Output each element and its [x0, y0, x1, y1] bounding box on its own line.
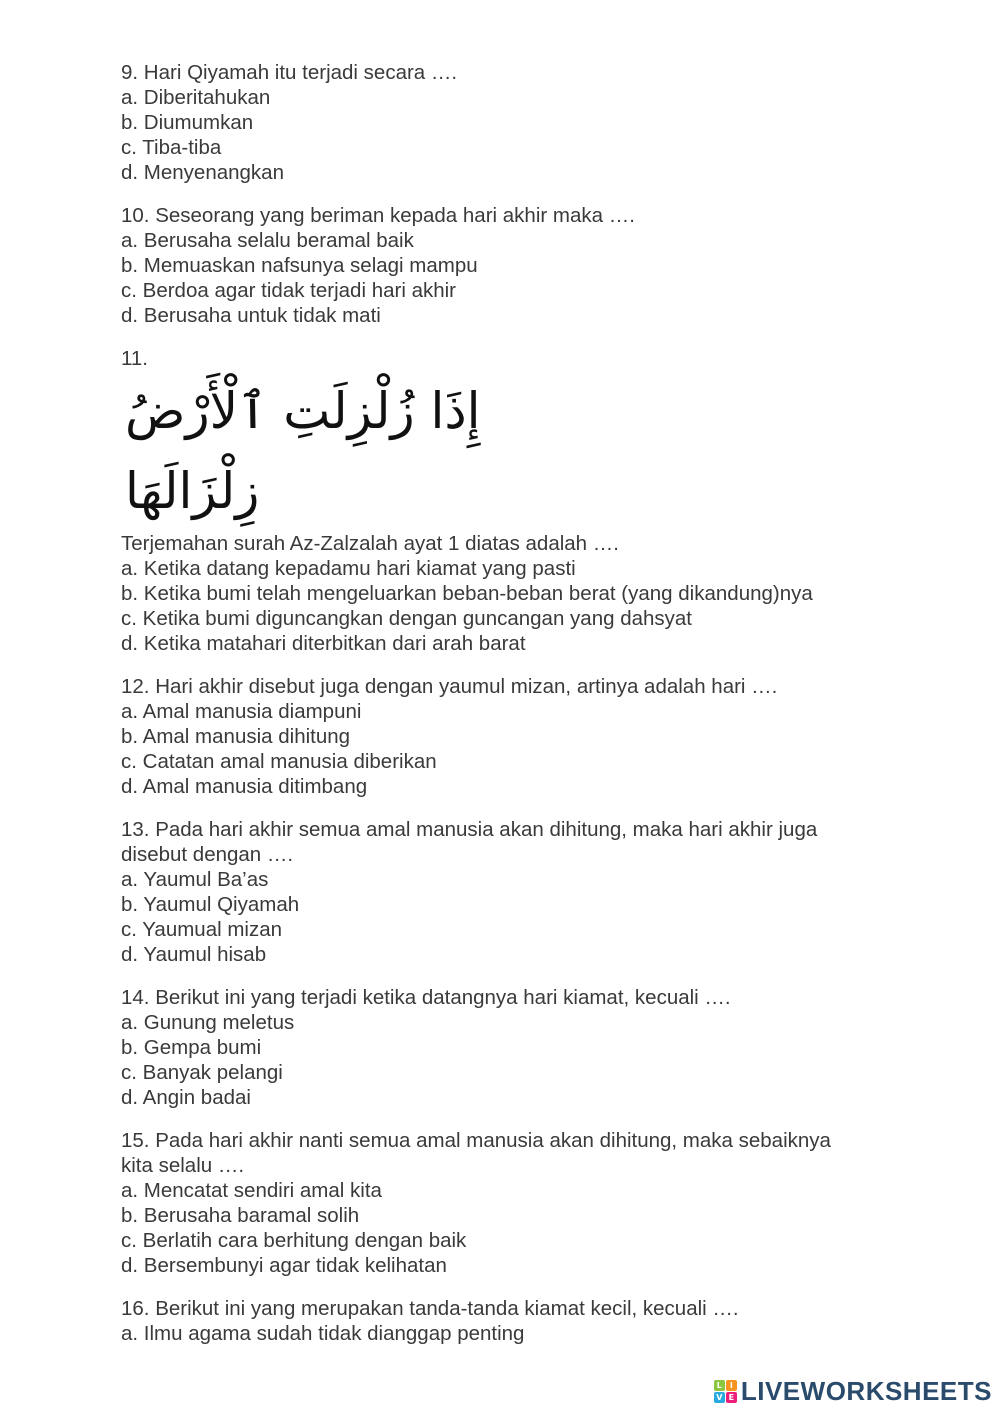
options-list: [121, 85, 901, 185]
option-c[interactable]: c. Banyak pelangi: [121, 1061, 283, 1084]
options-list: [121, 1321, 901, 1346]
option-a[interactable]: a. Ilmu agama sudah tidak dianggap penting: [121, 1322, 525, 1345]
question-12: [121, 674, 901, 799]
worksheet-page: [121, 60, 901, 1364]
question-10: [121, 203, 901, 328]
question-text: 10. Seseorang yang beriman kepada hari akhir maka ….: [121, 204, 635, 227]
options-list: [121, 228, 901, 328]
question-text-line-2: disebut dengan ….: [121, 843, 294, 866]
logo-letter: E: [726, 1392, 737, 1403]
options-list: [121, 867, 901, 967]
question-text: 14. Berikut ini yang terjadi ketika datangnya hari kiamat, kecuali ….: [121, 986, 731, 1009]
question-14: [121, 985, 901, 1110]
question-text: 9. Hari Qiyamah itu terjadi secara ….: [121, 61, 458, 84]
option-a[interactable]: a. Mencatat sendiri amal kita: [121, 1179, 382, 1202]
option-a[interactable]: a. Ketika datang kepadamu hari kiamat yang pasti: [121, 557, 576, 580]
option-d[interactable]: d. Menyenangkan: [121, 161, 284, 184]
option-c[interactable]: c. Yaumual mizan: [121, 918, 283, 941]
option-a[interactable]: a. Diberitahukan: [121, 86, 271, 109]
option-a[interactable]: a. Amal manusia diampuni: [121, 700, 362, 723]
question-text: 16. Berikut ini yang merupakan tanda-tanda kiamat kecil, kecuali ….: [121, 1297, 739, 1320]
logo-mark-icon: [714, 1380, 737, 1403]
option-c[interactable]: c. Berdoa agar tidak terjadi hari akhir: [121, 279, 457, 302]
option-d[interactable]: d. Bersembunyi agar tidak kelihatan: [121, 1254, 447, 1277]
option-c[interactable]: c. Catatan amal manusia diberikan: [121, 750, 437, 773]
question-text-line-1: 15. Pada hari akhir nanti semua amal manusia akan dihitung, maka sebaiknya: [121, 1129, 831, 1152]
question-number: 11.: [121, 347, 148, 370]
liveworksheets-logo: [714, 1376, 992, 1407]
options-list: [121, 1010, 901, 1110]
question-16: [121, 1296, 901, 1346]
question-text: Terjemahan surah Az-Zalzalah ayat 1 diatas adalah ….: [121, 532, 619, 555]
question-9: [121, 60, 901, 185]
option-d[interactable]: d. Ketika matahari diterbitkan dari arah barat: [121, 632, 526, 655]
question-11: [121, 346, 901, 656]
options-list: [121, 699, 901, 799]
options-list: [121, 556, 901, 656]
option-c[interactable]: c. Ketika bumi diguncangkan dengan guncangan yang dahsyat: [121, 607, 693, 630]
option-b[interactable]: b. Yaumul Qiyamah: [121, 893, 300, 916]
option-a[interactable]: a. Berusaha selalu beramal baik: [121, 229, 414, 252]
option-d[interactable]: d. Berusaha untuk tidak mati: [121, 304, 381, 327]
logo-letter: I: [726, 1380, 737, 1391]
option-b[interactable]: b. Memuaskan nafsunya selagi mampu: [121, 254, 478, 277]
question-13: [121, 817, 901, 967]
question-text: 12. Hari akhir disebut juga dengan yaumul mizan, artinya adalah hari ….: [121, 675, 778, 698]
option-b[interactable]: b. Berusaha baramal solih: [121, 1204, 360, 1227]
arabic-verse-image: إِذَا زُلْزِلَتِ ٱلْأَرْضُ زِلْزَالَهَا: [125, 382, 481, 520]
option-c[interactable]: c. Tiba-tiba: [121, 136, 222, 159]
brand-name: LIVEWORKSHEETS: [740, 1376, 992, 1406]
option-b[interactable]: b. Amal manusia dihitung: [121, 725, 351, 748]
option-a[interactable]: a. Yaumul Ba’as: [121, 868, 269, 891]
option-c[interactable]: c. Berlatih cara berhitung dengan baik: [121, 1229, 467, 1252]
logo-letter: L: [714, 1380, 725, 1391]
options-list: [121, 1178, 901, 1278]
option-d[interactable]: d. Yaumul hisab: [121, 943, 267, 966]
question-text-line-1: 13. Pada hari akhir semua amal manusia akan dihitung, maka hari akhir juga: [121, 818, 818, 841]
option-b[interactable]: b. Gempa bumi: [121, 1036, 262, 1059]
option-d[interactable]: d. Amal manusia ditimbang: [121, 775, 368, 798]
question-text-line-2: kita selalu ….: [121, 1154, 245, 1177]
logo-letter: V: [714, 1392, 725, 1403]
option-a[interactable]: a. Gunung meletus: [121, 1011, 295, 1034]
option-b[interactable]: b. Ketika bumi telah mengeluarkan beban-beban berat (yang dikandung)nya: [121, 582, 813, 605]
question-15: [121, 1128, 901, 1278]
option-b[interactable]: b. Diumumkan: [121, 111, 254, 134]
option-d[interactable]: d. Angin badai: [121, 1086, 251, 1109]
